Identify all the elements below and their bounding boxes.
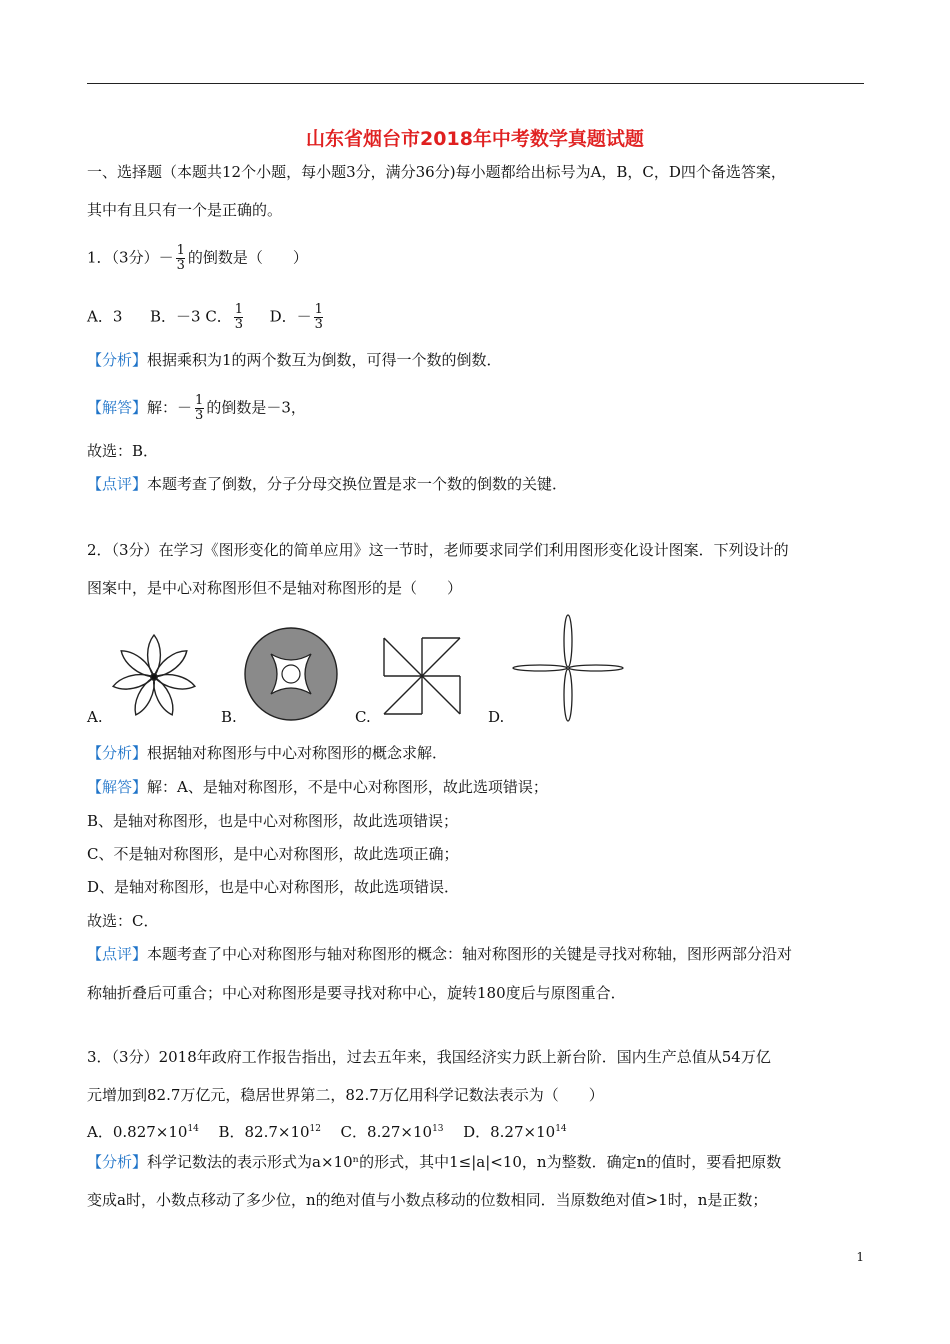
- header-rule: [87, 83, 864, 84]
- comment-tag: 【点评】: [87, 475, 148, 493]
- analysis-tag: 【分析】: [87, 351, 148, 369]
- fraction-denominator: 3: [176, 258, 185, 273]
- option-a: A．3: [87, 307, 123, 326]
- q2-comment-line1: [87, 944, 792, 964]
- comment-tag: 【点评】: [87, 945, 148, 963]
- q1-stem-suffix: 的倒数是（ ）: [187, 248, 308, 267]
- option-a-exponent: 14: [187, 1124, 199, 1134]
- q1-comment: [87, 474, 567, 494]
- fraction-numerator: 1: [195, 393, 204, 408]
- figure-label-c: C.: [355, 708, 371, 726]
- q3-stem-line1: 3．（3分）2018年政府工作报告指出，过去五年来，我国经济实力跃上新台阶．国内生产总值从54万亿: [87, 1048, 771, 1066]
- solution-tag: 【解答】: [87, 398, 148, 417]
- coin-figure: [243, 626, 339, 722]
- solution-suffix: 的倒数是－3，: [206, 398, 306, 417]
- section-intro-line1: 一、选择题（本题共12个小题，每小题3分，满分36分)每小题都给出标号为A，B，C，D四个备选答案，: [87, 163, 786, 181]
- analysis-tag: 【分析】: [87, 1153, 148, 1171]
- fraction: [314, 303, 324, 332]
- q1-stem: [87, 244, 308, 273]
- fraction-numerator: 1: [176, 243, 185, 258]
- solution-text: 解：A、是轴对称图形，不是中心对称图形，故此选项错误；: [147, 778, 548, 796]
- flower-figure: [108, 630, 204, 724]
- cross-petals-figure: [512, 614, 624, 722]
- comment-text: 本题考查了中心对称图形与轴对称图形的概念：轴对称图形的关键是寻找对称轴，图形两部分沿对: [147, 945, 793, 963]
- q1-stem-prefix: 1．（3分）－: [87, 248, 174, 267]
- page-number: 1: [856, 1250, 864, 1264]
- fraction-numerator: 1: [234, 302, 244, 317]
- option-d: D．8.27×10: [463, 1123, 556, 1141]
- q2-analysis: [87, 743, 447, 763]
- q1-options: [87, 303, 326, 332]
- fraction-denominator: 3: [195, 408, 204, 423]
- option-b: B．－3: [149, 307, 201, 326]
- page-title: 山东省烟台市2018年中考数学真题试题: [306, 128, 644, 150]
- q1-analysis: [87, 350, 502, 370]
- q2-stem-line1: 2．（3分）在学习《图形变化的简单应用》这一节时，老师要求同学们利用图形变化设计图案．下列设计的: [87, 541, 789, 559]
- q1-solution: [87, 394, 306, 423]
- q3-options: [87, 1119, 567, 1142]
- option-c-exponent: 13: [432, 1124, 444, 1134]
- q2-comment-line2: 称轴折叠后可重合；中心对称图形是要寻找对称中心，旋转180度后与原图重合．: [87, 984, 626, 1002]
- analysis-text: 根据轴对称图形与中心对称图形的概念求解．: [147, 744, 448, 762]
- fraction-denominator: 3: [234, 317, 244, 332]
- fraction: [176, 244, 186, 273]
- fraction-numerator: 1: [314, 302, 323, 317]
- option-b-exponent: 12: [309, 1124, 321, 1134]
- q2-solution: [87, 777, 548, 797]
- figure-label-d: D.: [488, 708, 505, 726]
- fraction-denominator: 3: [314, 317, 323, 332]
- figure-label-b: B.: [221, 708, 237, 726]
- option-c: C．8.27×10: [340, 1123, 433, 1141]
- q2-solution-b: B、是轴对称图形，也是中心对称图形，故此选项错误；: [87, 812, 459, 830]
- option-c: C．: [205, 307, 232, 326]
- q3-stem-line2: 元增加到82.7万亿元，稳居世界第二，82.7万亿用科学记数法表示为（ ）: [87, 1086, 604, 1104]
- analysis-text: 根据乘积为1的两个数互为倒数，可得一个数的倒数．: [147, 351, 502, 369]
- q2-solution-c: C、不是轴对称图形，是中心对称图形，故此选项正确；: [87, 845, 459, 863]
- solution-prefix: 解：－: [147, 398, 193, 417]
- figure-label-a: A.: [87, 708, 103, 726]
- q2-choice: 故选：C．: [87, 912, 159, 930]
- section-intro-line2: 其中有且只有一个是正确的。: [87, 201, 283, 219]
- comment-text: 本题考查了倒数，分子分母交换位置是求一个数的倒数的关键．: [147, 475, 568, 493]
- analysis-text: 科学记数法的表示形式为a×10ⁿ的形式，其中1≤|a|<10，n为整数．确定n的值时，要看把原数: [147, 1153, 782, 1171]
- analysis-tag: 【分析】: [87, 744, 148, 762]
- q1-choice: 故选：B．: [87, 442, 159, 460]
- q2-solution-d: D、是轴对称图形，也是中心对称图形，故此选项错误．: [87, 878, 460, 896]
- option-a: A．0.827×10: [87, 1123, 188, 1141]
- option-b: B．82.7×10: [218, 1123, 310, 1141]
- fraction: [194, 394, 204, 423]
- q2-stem-line2: 图案中，是中心对称图形但不是轴对称图形的是（ ）: [87, 579, 463, 597]
- pinwheel-figure: [380, 634, 464, 718]
- option-d: D．－: [269, 307, 312, 326]
- option-d-exponent: 14: [555, 1124, 567, 1134]
- fraction: [234, 303, 244, 332]
- q3-analysis-line2: 变成a时，小数点移动了多少位，n的绝对值与小数点移动的位数相同．当原数绝对值>1时，n是正数；: [87, 1191, 768, 1209]
- solution-tag: 【解答】: [87, 778, 148, 796]
- q3-analysis-line1: [87, 1152, 781, 1172]
